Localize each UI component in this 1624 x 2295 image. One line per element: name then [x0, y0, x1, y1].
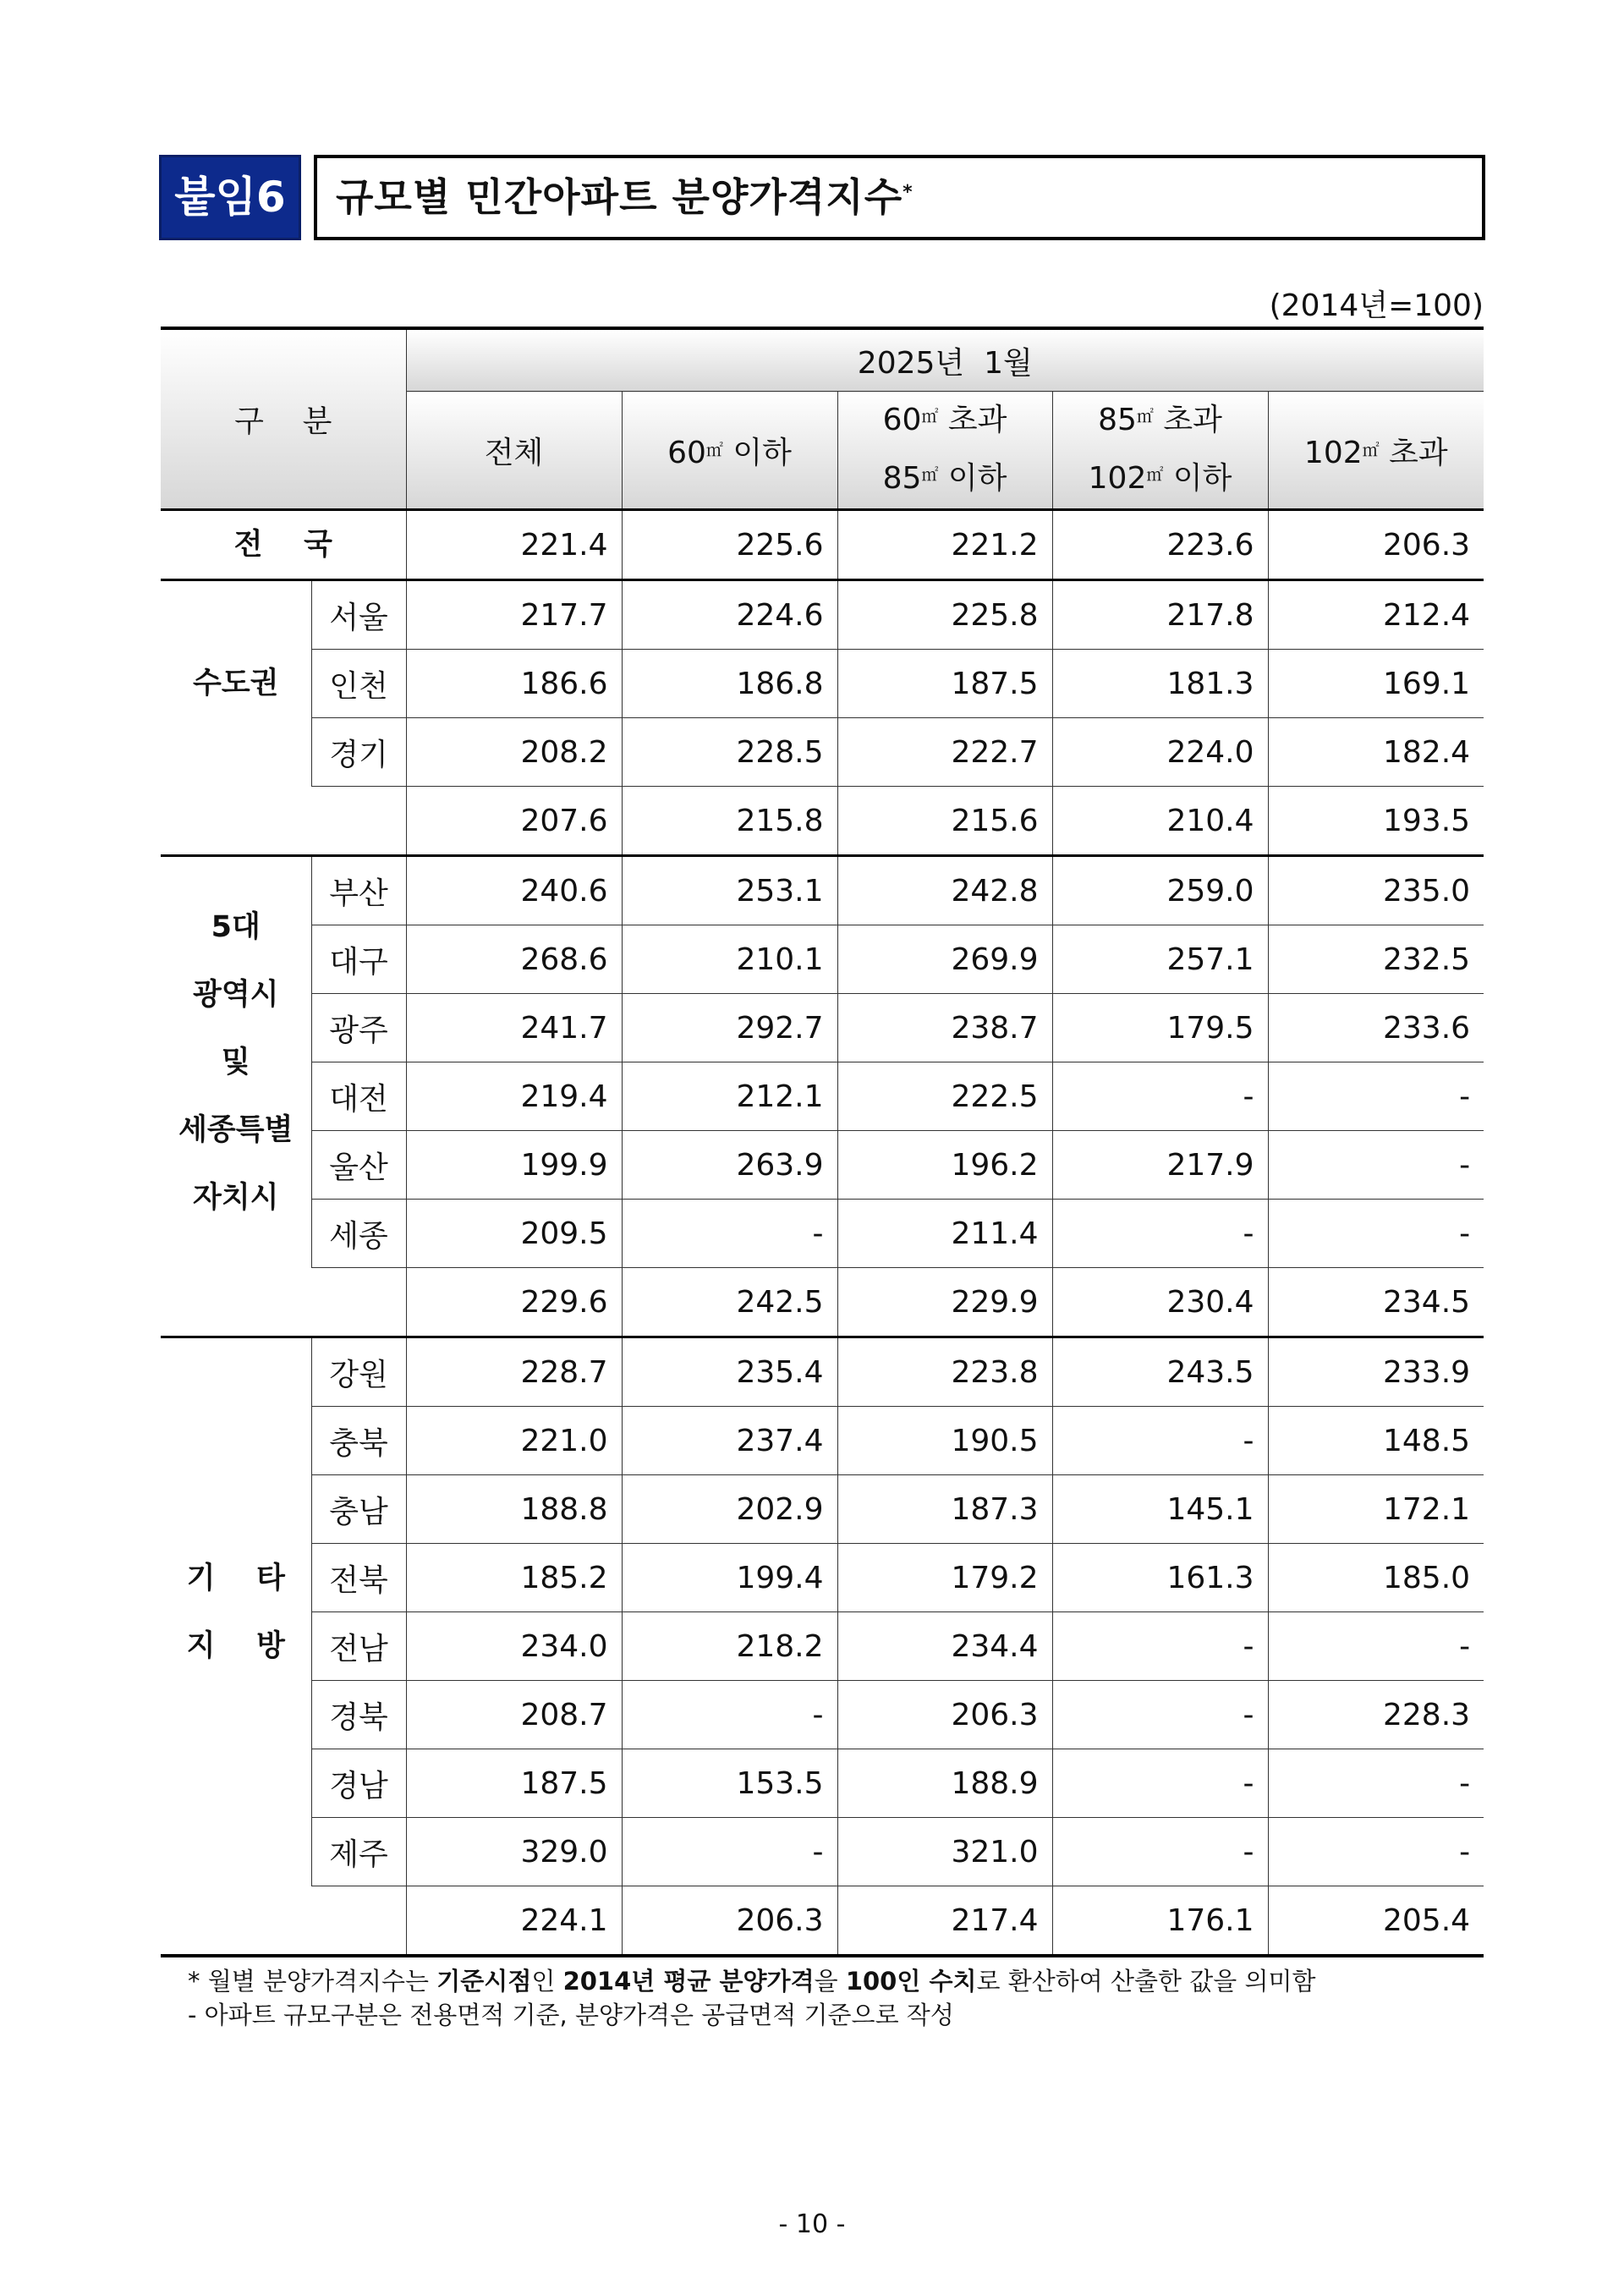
value-cell: 234.0 [406, 1612, 622, 1681]
table-row [161, 718, 1484, 787]
region-label: 충남 [311, 1475, 406, 1544]
value-cell: 263.9 [622, 1131, 837, 1200]
footnotes [188, 1964, 1316, 2032]
page-title [336, 158, 914, 237]
value-cell: 176.1 [1052, 1886, 1268, 1957]
value-cell: 210.1 [622, 925, 837, 994]
group-label-line: 자치시 [193, 1180, 279, 1215]
value-cell: 225.8 [837, 580, 1052, 650]
value-cell: 217.8 [1052, 580, 1268, 650]
value-cell: 234.4 [837, 1612, 1052, 1681]
region-label: 대전 [311, 1062, 406, 1131]
subtotal-label-blank [161, 1886, 406, 1957]
value-cell: 241.7 [406, 994, 622, 1062]
table-row [161, 650, 1484, 718]
region-label: 경기 [311, 718, 406, 787]
value-cell: 208.7 [406, 1681, 622, 1749]
value-cell: 223.6 [1052, 510, 1268, 580]
value-cell: 205.4 [1268, 1886, 1484, 1957]
region-label: 인천 [311, 650, 406, 718]
title-box [314, 155, 1485, 240]
value-cell: 188.9 [837, 1749, 1052, 1818]
group-label-line: 세종특별 [178, 1112, 294, 1147]
value-cell: 233.6 [1268, 994, 1484, 1062]
value-cell: 212.4 [1268, 580, 1484, 650]
value-cell: 228.5 [622, 718, 837, 787]
value-cell: - [1268, 1062, 1484, 1131]
value-cell: 292.7 [622, 994, 837, 1062]
value-cell: 210.4 [1052, 787, 1268, 856]
group-label-line: 5대 [211, 909, 261, 944]
value-cell: 224.6 [622, 580, 837, 650]
value-cell: 196.2 [837, 1131, 1052, 1200]
table-row [161, 1200, 1484, 1268]
value-cell: 225.6 [622, 510, 837, 580]
value-cell: 206.3 [1268, 510, 1484, 580]
region-label: 충북 [311, 1407, 406, 1475]
value-cell: 221.0 [406, 1407, 622, 1475]
table-row [161, 580, 1484, 650]
value-cell: 145.1 [1052, 1475, 1268, 1544]
value-cell: 182.4 [1268, 718, 1484, 787]
value-cell: 185.0 [1268, 1544, 1484, 1612]
group-label [161, 1337, 311, 1886]
page-number: - 10 - [778, 2210, 846, 2239]
table-row [161, 994, 1484, 1062]
value-cell: 242.5 [622, 1268, 837, 1337]
table-row-subtotal [161, 787, 1484, 856]
title-footnote-mark: * [903, 182, 914, 203]
value-cell: 206.3 [622, 1886, 837, 1957]
value-cell: 219.4 [406, 1062, 622, 1131]
value-cell: 206.3 [837, 1681, 1052, 1749]
group-label-line: 지 방 [186, 1628, 285, 1663]
value-cell: 172.1 [1268, 1475, 1484, 1544]
value-cell: 237.4 [622, 1407, 837, 1475]
value-cell: 234.5 [1268, 1268, 1484, 1337]
value-cell: 207.6 [406, 787, 622, 856]
value-cell: 229.9 [837, 1268, 1052, 1337]
value-cell: 223.8 [837, 1337, 1052, 1407]
value-cell: 224.1 [406, 1886, 622, 1957]
value-cell: 230.4 [1052, 1268, 1268, 1337]
region-label: 경남 [311, 1749, 406, 1818]
title-text: 규모별 민간아파트 분양가격지수 [336, 174, 903, 220]
value-cell: 217.7 [406, 580, 622, 650]
value-cell: 268.6 [406, 925, 622, 994]
table-row [161, 1407, 1484, 1475]
value-cell: 217.4 [837, 1886, 1052, 1957]
value-cell: 169.1 [1268, 650, 1484, 718]
footnote-2: - 아파트 규모구분은 전용면적 기준, 분양가격은 공급면적 기준으로 작성 [188, 2001, 954, 2029]
value-cell: 257.1 [1052, 925, 1268, 994]
value-cell: - [1268, 1818, 1484, 1886]
value-cell: - [622, 1681, 837, 1749]
value-cell: - [622, 1200, 837, 1268]
subtotal-label-blank [161, 787, 406, 856]
value-cell: 187.5 [406, 1749, 622, 1818]
price-index-table [161, 327, 1484, 1957]
table-row [161, 1475, 1484, 1544]
value-cell: - [1268, 1612, 1484, 1681]
table-row [161, 1062, 1484, 1131]
value-cell: 179.2 [837, 1544, 1052, 1612]
value-cell: 215.6 [837, 787, 1052, 856]
table-row-subtotal [161, 1886, 1484, 1957]
value-cell: 228.7 [406, 1337, 622, 1407]
value-cell: 321.0 [837, 1818, 1052, 1886]
table-row [161, 1749, 1484, 1818]
value-cell: 215.8 [622, 787, 837, 856]
value-cell: 187.3 [837, 1475, 1052, 1544]
group-label-line: 수도권 [193, 667, 279, 701]
value-cell: 242.8 [837, 856, 1052, 925]
table-row [161, 1544, 1484, 1612]
value-cell: - [1052, 1612, 1268, 1681]
row-label-national: 전 국 [161, 510, 406, 580]
value-cell: 186.6 [406, 650, 622, 718]
value-cell: - [1052, 1818, 1268, 1886]
value-cell: 238.7 [837, 994, 1052, 1062]
region-label: 부산 [311, 856, 406, 925]
region-label: 서울 [311, 580, 406, 650]
value-cell: - [1052, 1062, 1268, 1131]
value-cell: 235.0 [1268, 856, 1484, 925]
region-label: 대구 [311, 925, 406, 994]
value-cell: - [1052, 1200, 1268, 1268]
value-cell: 229.6 [406, 1268, 622, 1337]
value-cell: 199.4 [622, 1544, 837, 1612]
base-year-note: (2014년=100) [1269, 288, 1484, 323]
group-label-line: 기 타 [186, 1561, 285, 1595]
table-row [161, 925, 1484, 994]
region-label: 세종 [311, 1200, 406, 1268]
footnote-1: * 월별 분양가격지수는 기준시점인 2014년 평균 분양가격을 100인 수치로 환산하여 산출한 값을 의미함 [188, 1967, 1316, 1996]
value-cell: 240.6 [406, 856, 622, 925]
value-cell: - [1268, 1749, 1484, 1818]
table-row [161, 1818, 1484, 1886]
value-cell: 253.1 [622, 856, 837, 925]
region-label: 전남 [311, 1612, 406, 1681]
table-row [161, 1131, 1484, 1200]
value-cell: - [622, 1818, 837, 1886]
table-row [161, 1681, 1484, 1749]
value-cell: 329.0 [406, 1818, 622, 1886]
value-cell: - [1052, 1407, 1268, 1475]
value-cell: - [1268, 1200, 1484, 1268]
subtotal-label-blank [161, 1268, 406, 1337]
group-label [161, 580, 311, 787]
value-cell: 221.4 [406, 510, 622, 580]
value-cell: - [1052, 1749, 1268, 1818]
col-102-above-header: 102㎡ 초과 [1268, 392, 1484, 510]
table-row-national [161, 510, 1484, 580]
value-cell: 179.5 [1052, 994, 1268, 1062]
region-label: 울산 [311, 1131, 406, 1200]
col-85-102-header: 85㎡ 초과 102㎡ 이하 [1052, 392, 1268, 510]
table-row [161, 1612, 1484, 1681]
value-cell: 187.5 [837, 650, 1052, 718]
group-label [161, 856, 311, 1268]
col-60-85-header: 60㎡ 초과 85㎡ 이하 [837, 392, 1052, 510]
value-cell: - [1268, 1131, 1484, 1200]
value-cell: 148.5 [1268, 1407, 1484, 1475]
value-cell: 193.5 [1268, 787, 1484, 856]
value-cell: 221.2 [837, 510, 1052, 580]
value-cell: 153.5 [622, 1749, 837, 1818]
category-header: 구 분 [161, 328, 406, 510]
value-cell: 222.5 [837, 1062, 1052, 1131]
section-header [159, 155, 1485, 240]
table-row-subtotal [161, 1268, 1484, 1337]
value-cell: 202.9 [622, 1475, 837, 1544]
value-cell: 233.9 [1268, 1337, 1484, 1407]
col-total-header: 전체 [406, 392, 622, 510]
value-cell: 228.3 [1268, 1681, 1484, 1749]
value-cell: 208.2 [406, 718, 622, 787]
group-label-line: 광역시 [193, 977, 279, 1012]
value-cell: 235.4 [622, 1337, 837, 1407]
region-label: 전북 [311, 1544, 406, 1612]
group-label-line: 및 [221, 1045, 250, 1079]
value-cell: 211.4 [837, 1200, 1052, 1268]
value-cell: 222.7 [837, 718, 1052, 787]
value-cell: 243.5 [1052, 1337, 1268, 1407]
value-cell: 269.9 [837, 925, 1052, 994]
value-cell: 186.8 [622, 650, 837, 718]
region-label: 광주 [311, 994, 406, 1062]
value-cell: 190.5 [837, 1407, 1052, 1475]
value-cell: 188.8 [406, 1475, 622, 1544]
value-cell: 212.1 [622, 1062, 837, 1131]
period-header: 2025년 1월 [406, 328, 1484, 392]
table-row [161, 856, 1484, 925]
region-label: 경북 [311, 1681, 406, 1749]
value-cell: 209.5 [406, 1200, 622, 1268]
attachment-badge: 붙임6 [159, 155, 301, 240]
value-cell: 185.2 [406, 1544, 622, 1612]
value-cell: 161.3 [1052, 1544, 1268, 1612]
col-60-below-header: 60㎡ 이하 [622, 392, 837, 510]
value-cell: 259.0 [1052, 856, 1268, 925]
value-cell: - [1052, 1681, 1268, 1749]
region-label: 제주 [311, 1818, 406, 1886]
value-cell: 217.9 [1052, 1131, 1268, 1200]
value-cell: 199.9 [406, 1131, 622, 1200]
value-cell: 218.2 [622, 1612, 837, 1681]
value-cell: 181.3 [1052, 650, 1268, 718]
region-label: 강원 [311, 1337, 406, 1407]
table-row [161, 1337, 1484, 1407]
value-cell: 224.0 [1052, 718, 1268, 787]
value-cell: 232.5 [1268, 925, 1484, 994]
